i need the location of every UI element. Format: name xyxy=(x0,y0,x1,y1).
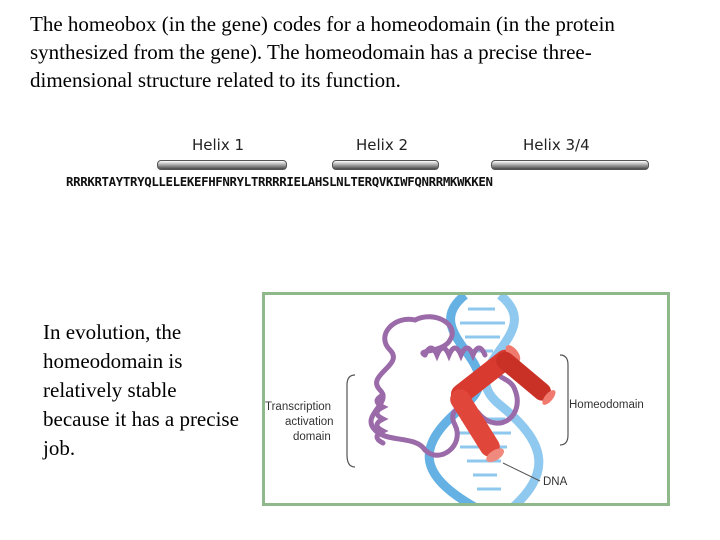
amino-acid-sequence: RRRKRTAYTRYQLLELEKEFHFNRYLTRRRRIELAHSLNLTERQVKIWFQNRRMKWKKEN xyxy=(66,174,493,189)
transcription-label-line-1: Transcription xyxy=(265,401,332,413)
helix-sequence-figure xyxy=(60,130,680,200)
diagram-illustration xyxy=(265,295,667,503)
transcription-label-line-2: activation xyxy=(285,416,334,428)
homeodomain-bracket xyxy=(560,355,568,445)
helix-2-bar xyxy=(332,160,439,170)
helix-1-bar xyxy=(157,160,287,170)
intro-paragraph: The homeobox (in the gene) codes for a homeodomain (in the protein synthesized from the gene). The homeodomain has a precise three-dimensional structure related to its function. xyxy=(30,12,615,92)
helix-3-label: Helix 3/4 xyxy=(523,136,590,154)
side-paragraph: In evolution, the homeodomain is relatively stable because it has a precise job. xyxy=(43,320,239,460)
helix-3-bar xyxy=(491,160,649,170)
dna-helix xyxy=(429,295,539,503)
transcription-label-line-3: domain xyxy=(293,431,331,443)
dna-label: DNA xyxy=(543,476,568,488)
helix-2-label: Helix 2 xyxy=(356,136,409,154)
helix-1-label: Helix 1 xyxy=(192,136,245,154)
homeodomain-label: Homeodomain xyxy=(569,399,644,411)
transcription-bracket xyxy=(347,375,355,467)
homeodomain-dna-diagram xyxy=(262,292,670,506)
